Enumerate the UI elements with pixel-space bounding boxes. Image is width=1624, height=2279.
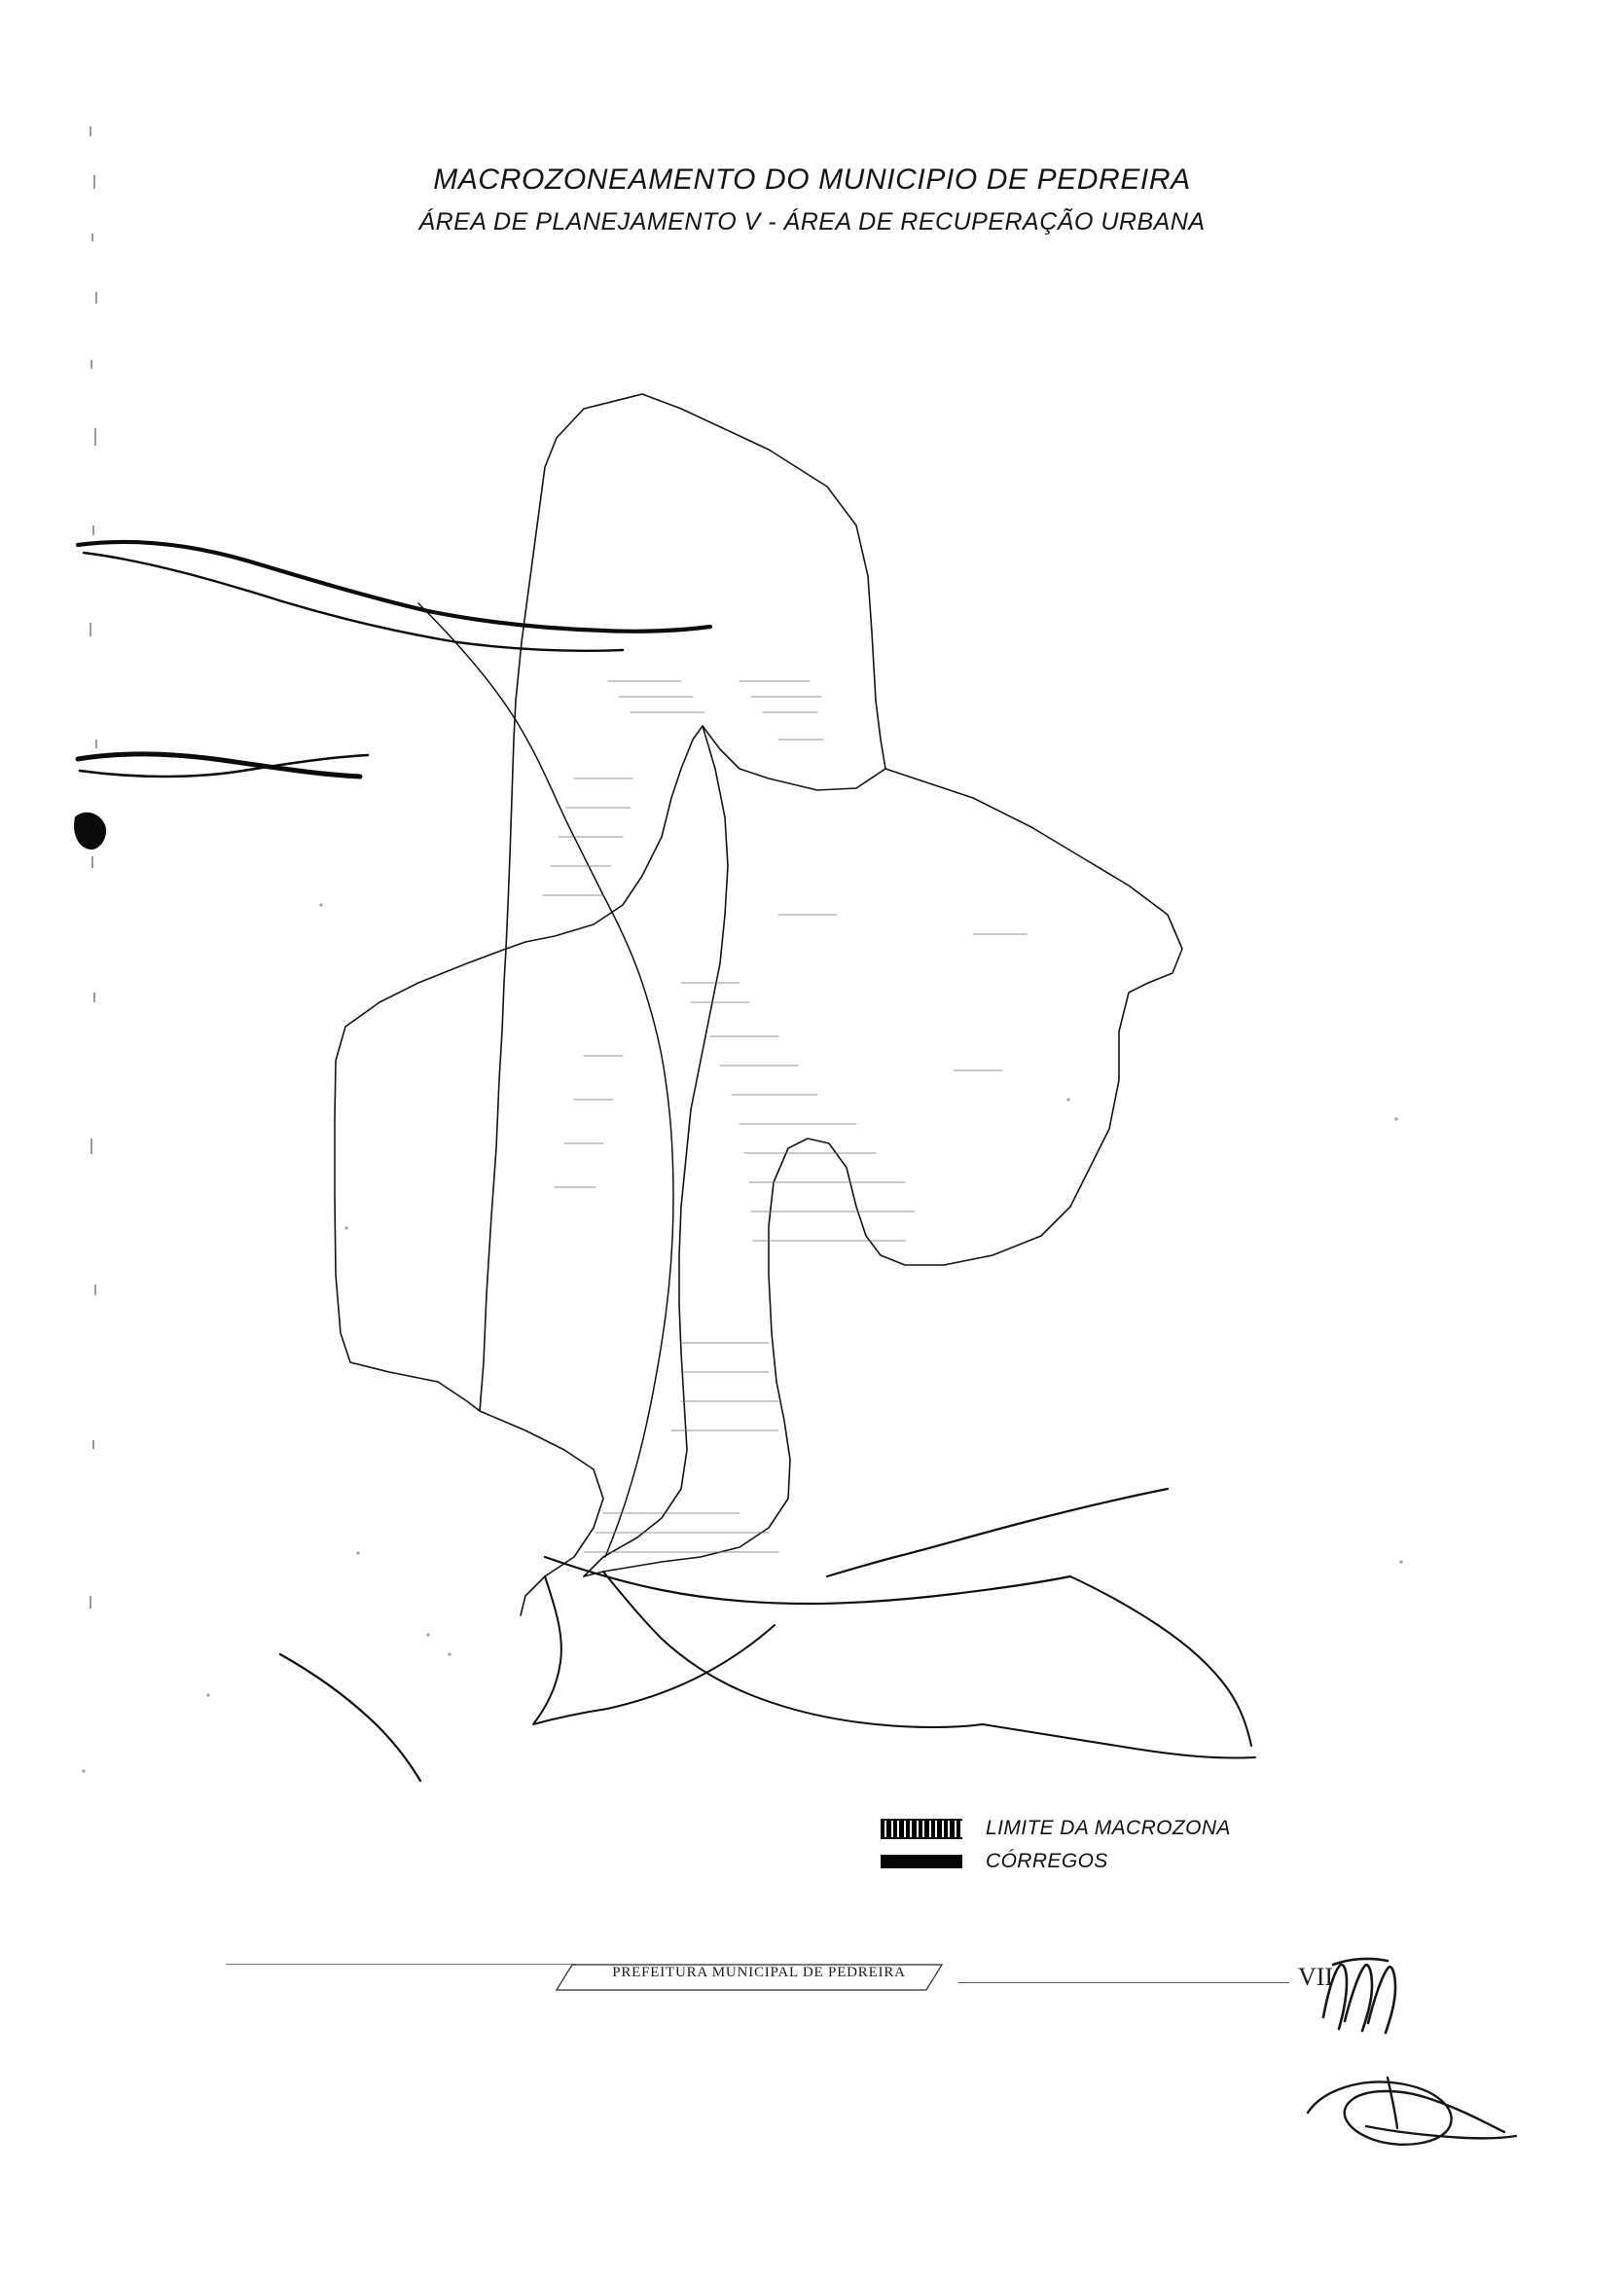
legend-item-macrozona xyxy=(881,1812,1289,1845)
scan-noise xyxy=(84,117,113,1771)
footer-divider-left xyxy=(226,1964,576,1965)
stream-south-branch-3 xyxy=(983,1724,1255,1758)
stream-upper-left-branch xyxy=(84,553,623,651)
stream-south-branch-1 xyxy=(603,1572,983,1727)
signature-mark xyxy=(1294,1941,1547,2185)
page-title-sub: ÁREA DE PLANEJAMENTO V - ÁREA DE RECUPERAÇÃO URBANA xyxy=(418,208,1206,235)
stream-south-east xyxy=(827,1489,1168,1576)
legend-label-macrozona: LIMITE DA MACROZONA xyxy=(986,1817,1231,1839)
stream-upper-left xyxy=(78,542,710,632)
solid-line-swatch-icon xyxy=(881,1855,962,1868)
footer-divider-right xyxy=(958,1982,1289,1983)
map-legend xyxy=(881,1812,1289,1878)
legend-label-corregos: CÓRREGOS xyxy=(986,1850,1108,1872)
stream-south-fork xyxy=(533,1576,607,1724)
scan-speckles xyxy=(82,903,1402,1772)
zone-boundary-north xyxy=(480,394,885,1615)
zone-boundary-northwest xyxy=(506,409,584,949)
zone-boundary-west xyxy=(335,949,506,1411)
stream-south-link xyxy=(607,1625,775,1709)
zone-boundary-inner xyxy=(584,726,728,1576)
page-number: VII xyxy=(1298,1963,1334,1991)
page-title-main: MACROZONEAMENTO DO MUNICIPIO DE PEDREIRA xyxy=(433,163,1191,196)
stream-southwest-arc xyxy=(280,1654,420,1781)
stream-south-branch-2 xyxy=(1070,1576,1251,1746)
dashed-line-swatch-icon xyxy=(881,1819,962,1839)
footer-banner-text: PREFEITURA MUNICIPAL DE PEDREIRA xyxy=(612,1965,906,1980)
stream-main-vertical xyxy=(418,603,673,1557)
page-footer xyxy=(0,1941,1624,2087)
legend-item-corregos xyxy=(881,1845,1289,1878)
